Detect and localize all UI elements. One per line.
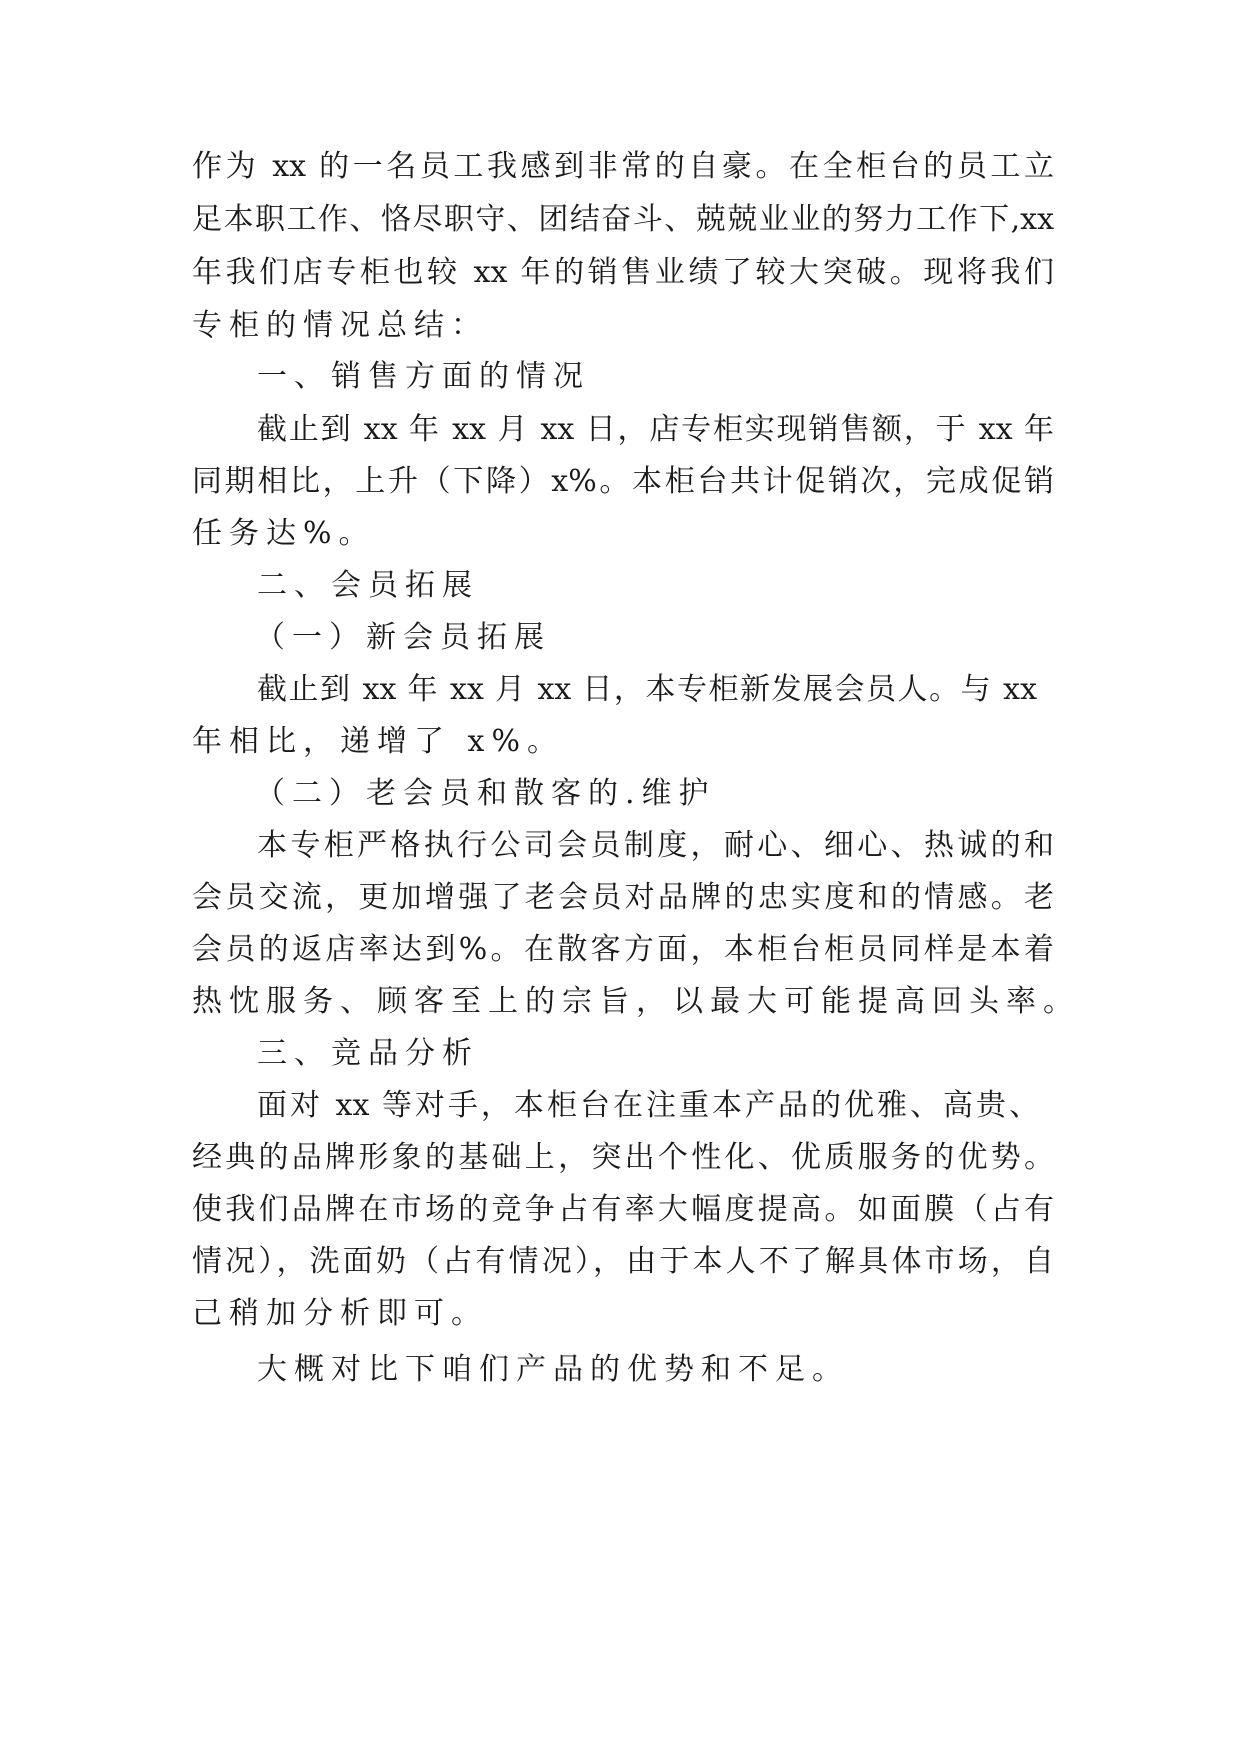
subsection-heading-new-members: （一）新会员拓展 bbox=[255, 620, 551, 655]
sales-paragraph-line-1: 截止到 xx 年 xx 月 xx 日，店专柜实现销售额，于 xx 年 bbox=[257, 412, 1054, 447]
competitors-paragraph-line-1: 面对 xx 等对手，本柜台在注重本产品的优雅、高贵、 bbox=[257, 1088, 1039, 1123]
paragraph-intro-line-3: 年我们店专柜也较 xx 年的销售业绩了较大突破。现将我们 bbox=[192, 255, 1054, 290]
competitors-paragraph-line-5: 己稍加分析即可。 bbox=[192, 1296, 488, 1331]
old-members-paragraph-line-1: 本专柜严格执行公司会员制度，耐心、细心、热诚的和 bbox=[257, 828, 1054, 863]
new-members-paragraph-line-2: 年相比，递增了 x%。 bbox=[192, 724, 564, 759]
paragraph-intro-line-4: 专柜的情况总结： bbox=[192, 308, 488, 343]
sales-paragraph-line-3: 任务达%。 bbox=[192, 516, 376, 551]
competitors-paragraph-line-3: 使我们品牌在市场的竞争占有率大幅度提高。如面膜（占有 bbox=[192, 1192, 1054, 1227]
section-heading-sales: 一、销售方面的情况 bbox=[257, 359, 590, 394]
closing-paragraph: 大概对比下咱们产品的优势和不足。 bbox=[257, 1352, 849, 1387]
sales-paragraph-line-2: 同期相比，上升（下降）x%。本柜台共计促销次，完成促销 bbox=[192, 464, 1054, 499]
section-heading-members: 二、会员拓展 bbox=[257, 568, 479, 603]
paragraph-intro-line-2: 足本职工作、恪尽职守、团结奋斗、兢兢业业的努力工作下,xx bbox=[192, 202, 1054, 237]
competitors-paragraph-line-4: 情况），洗面奶（占有情况），由于本人不了解具体市场，自 bbox=[192, 1244, 1054, 1279]
old-members-paragraph-line-4: 热忱服务、顾客至上的宗旨，以最大可能提高回头率。 bbox=[192, 984, 1080, 1019]
old-members-paragraph-line-2: 会员交流，更加增强了老会员对品牌的忠实度和的情感。老 bbox=[192, 880, 1054, 915]
new-members-paragraph-line-1: 截止到 xx 年 xx 月 xx 日，本专柜新发展会员人。与 xx bbox=[257, 672, 1037, 707]
old-members-paragraph-line-3: 会员的返店率达到%。在散客方面，本柜台柜员同样是本着 bbox=[192, 932, 1054, 967]
section-heading-competitors: 三、竞品分析 bbox=[257, 1036, 479, 1071]
subsection-heading-old-members: （二）老会员和散客的.维护 bbox=[255, 776, 716, 811]
competitors-paragraph-line-2: 经典的品牌形象的基础上，突出个性化、优质服务的优势。 bbox=[192, 1140, 1054, 1175]
paragraph-intro-line-1: 作为 xx 的一名员工我感到非常的自豪。在全柜台的员工立 bbox=[192, 149, 1054, 184]
